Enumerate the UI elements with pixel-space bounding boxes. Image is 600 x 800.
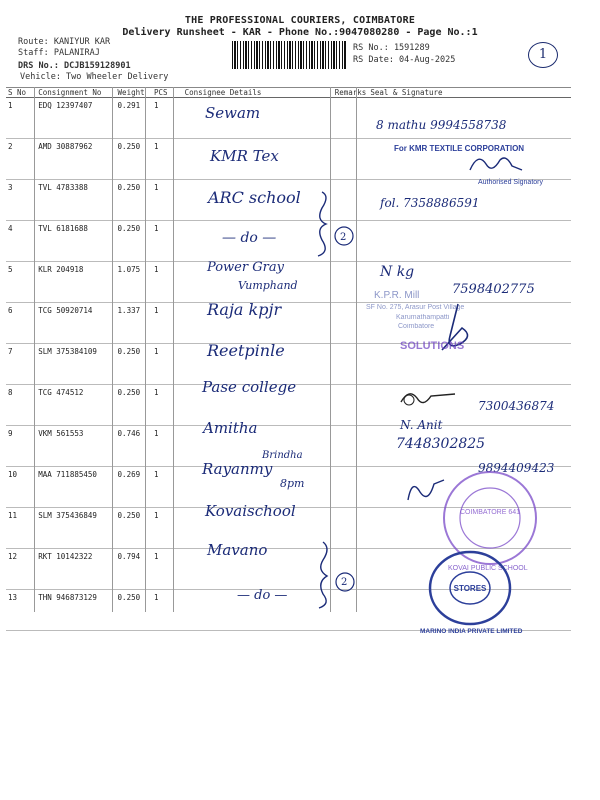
pieces-count: 1 bbox=[152, 590, 183, 631]
rs-number: RS No.: 1591289 bbox=[353, 43, 430, 53]
row-sno: 1 bbox=[6, 98, 36, 139]
handwritten-consignee: Mavano bbox=[207, 541, 268, 559]
kpr-stamp-address: SF No. 275, Arasur Post Village bbox=[366, 304, 465, 311]
signature-name: N. Anit bbox=[400, 418, 443, 432]
weight-value: 0.746 bbox=[116, 426, 152, 467]
column-divider bbox=[145, 87, 146, 612]
pieces-count: 1 bbox=[152, 426, 183, 467]
brace-count: 2 bbox=[341, 577, 348, 588]
handwritten-consignee: Sewam bbox=[205, 104, 261, 122]
weight-value: 0.250 bbox=[116, 385, 152, 426]
signature-scribble bbox=[395, 382, 465, 412]
weight-value: 0.250 bbox=[116, 508, 152, 549]
table-row bbox=[6, 303, 571, 344]
marino-stores-seal bbox=[425, 548, 515, 628]
kpr-stamp-name: K.P.R. Mill bbox=[374, 290, 420, 301]
solutions-stamp: SOLUTIONS bbox=[400, 340, 465, 352]
brace-count: 2 bbox=[340, 232, 347, 243]
column-header: Seal & Signature bbox=[368, 88, 571, 98]
handwritten-consignee: Raja kpjr bbox=[207, 300, 282, 319]
weight-value: 0.291 bbox=[116, 98, 152, 139]
handwritten-consignee: Rayanmy bbox=[202, 460, 273, 478]
page-number-mark: 1 bbox=[528, 42, 558, 68]
pieces-count: 1 bbox=[152, 221, 183, 262]
kovai-seal-inner-text: COIMBATORE 641 bbox=[459, 509, 521, 516]
brace-mark bbox=[305, 540, 360, 610]
column-header: Weight bbox=[116, 88, 152, 98]
kovai-seal-text: KOVAI PUBLIC SCHOOL bbox=[448, 565, 528, 572]
handwritten-consignee: KMR Tex bbox=[210, 147, 279, 165]
handwritten-consignee: Vumphand bbox=[238, 279, 298, 292]
remarks-cell bbox=[333, 139, 369, 180]
row-sno: 4 bbox=[6, 221, 36, 262]
handwritten-consignee: Brindha bbox=[262, 450, 303, 461]
column-divider bbox=[34, 87, 35, 612]
consignment-number: AMD 30887962 bbox=[36, 139, 115, 180]
rs-date: RS Date: 04-Aug-2025 bbox=[353, 55, 456, 65]
column-divider bbox=[356, 87, 357, 612]
row-sno: 9 bbox=[6, 426, 36, 467]
weight-value: 1.075 bbox=[116, 262, 152, 303]
signature-scribble bbox=[460, 150, 530, 180]
pieces-count: 1 bbox=[152, 508, 183, 549]
row-sno: 10 bbox=[6, 467, 36, 508]
pieces-count: 1 bbox=[152, 344, 183, 385]
consignment-number: TVL 6181688 bbox=[36, 221, 115, 262]
kmr-stamp-name: For KMR TEXTILE CORPORATION bbox=[394, 144, 525, 153]
remarks-cell bbox=[333, 303, 369, 344]
weight-value: 0.794 bbox=[116, 549, 152, 590]
vehicle-label: Vehicle: Two Wheeler Delivery bbox=[20, 72, 169, 82]
column-header: PCS bbox=[152, 88, 183, 98]
pieces-count: 1 bbox=[152, 98, 183, 139]
column-header: Consignee Details bbox=[183, 88, 333, 98]
handwritten-consignee: — do — bbox=[222, 230, 277, 246]
brace-mark bbox=[300, 190, 360, 258]
row-sno: 11 bbox=[6, 508, 36, 549]
weight-value: 0.250 bbox=[116, 590, 152, 631]
consignment-number: EDQ 12397407 bbox=[36, 98, 115, 139]
remarks-cell bbox=[333, 385, 369, 426]
consignment-number: MAA 711885450 bbox=[36, 467, 115, 508]
signature-phone: 8 mathu 9994558738 bbox=[376, 118, 507, 132]
handwritten-consignee: Kovaischool bbox=[205, 502, 296, 520]
weight-value: 0.250 bbox=[116, 344, 152, 385]
signature-phone: 7448302825 bbox=[396, 436, 486, 452]
consignment-number: SLM 375384109 bbox=[36, 344, 115, 385]
signature-phone: 7598402775 bbox=[452, 282, 535, 297]
column-divider bbox=[173, 87, 174, 612]
signature-phone: 9894409423 bbox=[478, 461, 555, 475]
pieces-count: 1 bbox=[152, 139, 183, 180]
pieces-count: 1 bbox=[152, 262, 183, 303]
column-header: S No bbox=[6, 88, 36, 98]
consignment-number: TCG 474512 bbox=[36, 385, 115, 426]
row-sno: 7 bbox=[6, 344, 36, 385]
pieces-count: 1 bbox=[152, 549, 183, 590]
consignment-number: RKT 10142322 bbox=[36, 549, 115, 590]
handwritten-consignee: — do — bbox=[237, 588, 288, 603]
table-row bbox=[6, 221, 571, 262]
row-sno: 5 bbox=[6, 262, 36, 303]
row-sno: 3 bbox=[6, 180, 36, 221]
handwritten-consignee: Reetpinle bbox=[207, 341, 285, 360]
row-sno: 12 bbox=[6, 549, 36, 590]
column-header: Consignment No bbox=[36, 88, 115, 98]
pieces-count: 1 bbox=[152, 467, 183, 508]
pieces-count: 1 bbox=[152, 385, 183, 426]
kpr-stamp-address: Coimbatore bbox=[398, 323, 435, 330]
weight-value: 0.250 bbox=[116, 139, 152, 180]
row-sno: 13 bbox=[6, 590, 36, 631]
signature-name: N kg bbox=[380, 264, 415, 280]
remarks-cell bbox=[333, 467, 369, 508]
document-title: THE PROFESSIONAL COURIERS, COIMBATORE bbox=[184, 15, 416, 26]
column-header: Remarks bbox=[334, 88, 367, 97]
remarks-cell bbox=[333, 262, 369, 303]
weight-value: 0.269 bbox=[116, 467, 152, 508]
consignment-number: KLR 204918 bbox=[36, 262, 115, 303]
marino-seal-center: STORES bbox=[453, 584, 487, 593]
staff-label: Staff: PALANIRAJ bbox=[18, 48, 100, 58]
handwritten-consignee: Pase college bbox=[202, 378, 297, 396]
runsheet-subtitle: Delivery Runsheet - KAR - Phone No.:9047080280 - Page No.:1 bbox=[122, 27, 478, 38]
signature-phone: fol. 7358886591 bbox=[380, 196, 480, 210]
row-sno: 2 bbox=[6, 139, 36, 180]
route-label: Route: KANIYUR KAR bbox=[18, 37, 111, 47]
consignment-number: THN 946873129 bbox=[36, 590, 115, 631]
handwritten-consignee: Amitha bbox=[203, 419, 258, 437]
marino-seal-text: MARINO INDIA PRIVATE LIMITED bbox=[420, 628, 523, 635]
kpr-stamp-address: Karumathampatti bbox=[396, 314, 450, 321]
kmr-stamp-signatory: Authorised Signatory bbox=[478, 179, 543, 186]
consignment-number: TCG 50920714 bbox=[36, 303, 115, 344]
column-divider bbox=[112, 87, 113, 612]
consignment-number: VKM 561553 bbox=[36, 426, 115, 467]
consignment-number: SLM 375436849 bbox=[36, 508, 115, 549]
column-divider bbox=[330, 87, 331, 612]
handwritten-consignee: Power Gray bbox=[207, 260, 284, 275]
weight-value: 0.250 bbox=[116, 180, 152, 221]
weight-value: 1.337 bbox=[116, 303, 152, 344]
weight-value: 0.250 bbox=[116, 221, 152, 262]
drs-number: DRS No.: DCJB159128901 bbox=[18, 61, 131, 71]
handwritten-consignee: 8pm bbox=[280, 477, 305, 490]
seal-signature-cell bbox=[368, 221, 571, 262]
consignment-number: TVL 4783388 bbox=[36, 180, 115, 221]
remarks-cell bbox=[333, 344, 369, 385]
signature-phone: 7300436874 bbox=[478, 399, 555, 413]
remarks-cell bbox=[333, 426, 369, 467]
remarks-cell bbox=[333, 98, 369, 139]
row-sno: 8 bbox=[6, 385, 36, 426]
table-header-row bbox=[6, 88, 571, 98]
pieces-count: 1 bbox=[152, 180, 183, 221]
handwritten-consignee: ARC school bbox=[208, 188, 301, 207]
row-sno: 6 bbox=[6, 303, 36, 344]
barcode-image bbox=[232, 41, 347, 69]
pieces-count: 1 bbox=[152, 303, 183, 344]
